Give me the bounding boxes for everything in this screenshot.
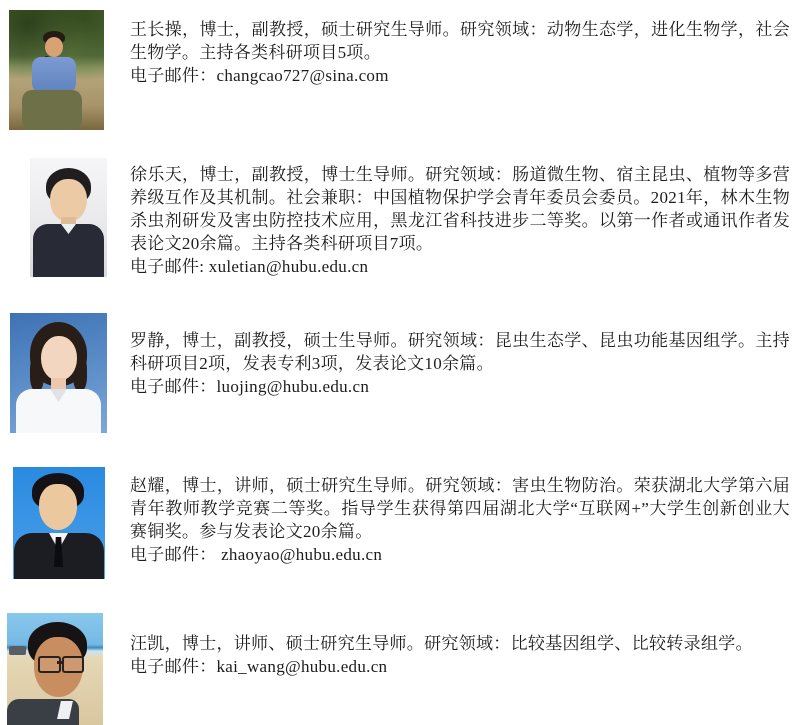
- faculty-bio-text: ，博士，讲师，硕士研究生导师。研究领域：害虫生物防治。荣获湖北大学第六届青年教师教学竞赛二等奖。指导学生获得第四届湖北大学“互联网+”大学生创新创业大赛铜奖。参与发表论文20余篇。: [130, 476, 790, 541]
- faculty-info: [130, 329, 790, 398]
- email-line: [130, 64, 790, 87]
- email-address[interactable]: xuletian@hubu.edu.cn: [208, 257, 369, 276]
- email-line: [130, 543, 790, 566]
- faculty-info: [130, 474, 790, 566]
- photo-pants-shape: [22, 90, 82, 130]
- photo-glasses-right-lens-shape: [62, 656, 84, 673]
- email-address[interactable]: kai_wang@hubu.edu.cn: [216, 657, 388, 676]
- photo-face-shape: [39, 484, 77, 530]
- faculty-photo-wangkai: [7, 613, 103, 725]
- faculty-bio-text: ，博士，副教授，博士生导师。研究领域：肠道微生物、宿主昆虫、植物等多营养级互作及其机制。社会兼职：中国植物保护学会青年委员会委员。2021年，林木生物杀虫剂研发及害虫防控技术应用，黑龙江省科技进步二等奖。以第一作者或通讯作者发表论文20余篇。主持各类科研项目7项。: [130, 165, 791, 253]
- photo-shirt-shape: [32, 57, 76, 94]
- photo-face-shape: [45, 37, 63, 57]
- faculty-name: 徐乐天: [130, 165, 183, 184]
- email-label: 电子邮件:: [130, 257, 209, 276]
- faculty-photo-zhaoyao: [13, 467, 105, 579]
- faculty-photo-wangchangcao: [9, 10, 104, 130]
- faculty-photo-luojing: [10, 313, 107, 433]
- faculty-bio: [130, 18, 790, 64]
- faculty-name: 罗静: [130, 331, 165, 350]
- photo-face-shape: [41, 336, 77, 381]
- email-line: [130, 375, 790, 398]
- faculty-bio: [130, 163, 790, 255]
- faculty-bio: [130, 474, 790, 543]
- email-line: [130, 255, 790, 278]
- faculty-bio-text: ，博士，副教授，硕士研究生导师。研究领域：动物生态学，进化生物学，社会生物学。主持各类科研项目5项。: [130, 20, 791, 62]
- email-label: 电子邮件：: [130, 66, 217, 85]
- faculty-bio-text: ，博士，讲师、硕士研究生导师。研究领域：比较基因组学、比较转录组学。: [164, 634, 753, 653]
- faculty-bio: [130, 632, 790, 655]
- email-label: 电子邮件：: [130, 545, 222, 564]
- faculty-info: [130, 632, 790, 678]
- email-line: [130, 655, 790, 678]
- photo-glasses-left-lens-shape: [38, 656, 61, 673]
- faculty-name: 赵耀: [130, 476, 165, 495]
- faculty-bio: [130, 329, 790, 375]
- faculty-info: [130, 163, 790, 278]
- email-label: 电子邮件：: [130, 657, 217, 676]
- email-address[interactable]: luojing@hubu.edu.cn: [216, 377, 370, 396]
- faculty-info: [130, 18, 790, 87]
- faculty-name: 汪凯: [130, 634, 165, 653]
- faculty-name: 王长操: [130, 20, 183, 39]
- email-address[interactable]: zhaoyao@hubu.edu.cn: [221, 545, 383, 564]
- email-address[interactable]: changcao727@sina.com: [216, 66, 389, 85]
- faculty-bio-text: ，博士，副教授，硕士生导师。研究领域：昆虫生态学、昆虫功能基因组学。主持科研项目2项，发表专利3项，发表论文10余篇。: [130, 331, 790, 373]
- email-label: 电子邮件：: [130, 377, 217, 396]
- photo-truck-shape: [9, 646, 26, 655]
- faculty-photo-xuletian: [30, 158, 107, 277]
- photo-glasses-bridge-shape: [57, 661, 63, 664]
- photo-face-shape: [50, 179, 87, 222]
